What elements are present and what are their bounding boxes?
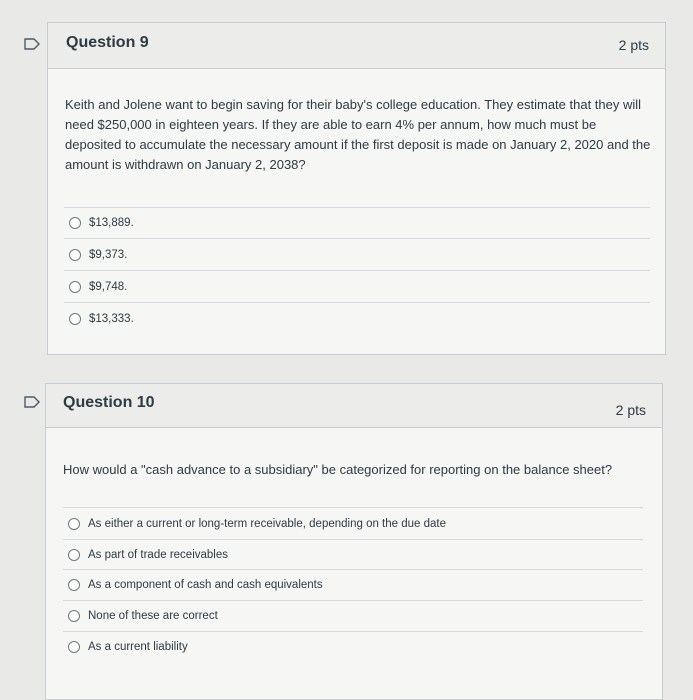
- radio-icon[interactable]: [69, 217, 81, 229]
- answer-option[interactable]: [63, 569, 643, 600]
- question-10-title: Question 10: [63, 394, 155, 411]
- answer-label: As part of trade receivables: [88, 548, 228, 561]
- flag-question-10-icon[interactable]: [24, 396, 40, 408]
- radio-icon[interactable]: [68, 579, 80, 591]
- radio-icon[interactable]: [68, 549, 80, 561]
- answer-option[interactable]: [64, 238, 650, 270]
- question-10-text: How would a "cash advance to a subsidiary" be categorized for reporting on the balance sheet?: [63, 462, 613, 477]
- question-10-card: [45, 383, 663, 700]
- question-9-text: Keith and Jolene want to begin saving for their baby's college education. They estimate that they will need $250,000 in eighteen years. If they are able to earn 4% per annum, how much must be deposited to accumulate the necessary amount if the first deposit is made on January 2, 2020 and the amount is withdrawn on January 2, 2038?: [65, 97, 651, 172]
- radio-icon[interactable]: [69, 281, 81, 293]
- answer-option[interactable]: [63, 539, 643, 569]
- question-9-points: 2 pts: [618, 37, 649, 53]
- answer-label: $13,889.: [89, 217, 134, 229]
- radio-icon[interactable]: [69, 313, 81, 325]
- answer-label: None of these are correct: [88, 610, 218, 622]
- answer-label: $9,748.: [89, 280, 128, 293]
- answer-option[interactable]: [63, 631, 643, 661]
- question-10-answers: [63, 507, 643, 661]
- radio-icon[interactable]: [68, 610, 80, 622]
- question-9-answers: [64, 207, 650, 335]
- answer-label: As a component of cash and cash equivalents: [88, 579, 323, 591]
- flag-question-9-icon[interactable]: [24, 38, 40, 50]
- answer-option[interactable]: [64, 302, 650, 335]
- question-10-points: 2 pts: [615, 402, 646, 418]
- answer-option[interactable]: [64, 270, 650, 302]
- radio-icon[interactable]: [69, 249, 81, 261]
- answer-option[interactable]: [64, 207, 650, 238]
- answer-option[interactable]: [63, 507, 643, 539]
- question-9-card: [47, 22, 666, 355]
- answer-label: $13,333.: [89, 313, 134, 325]
- answer-option[interactable]: [63, 600, 643, 631]
- answer-label: As a current liability: [88, 640, 188, 653]
- question-9-header: [48, 23, 665, 69]
- radio-icon[interactable]: [68, 641, 80, 653]
- question-10-header: [46, 384, 662, 428]
- answer-label: $9,373.: [89, 248, 128, 261]
- answer-label: As either a current or long-term receivable, depending on the due date: [88, 517, 446, 530]
- question-9-title: Question 9: [66, 34, 149, 51]
- radio-icon[interactable]: [68, 518, 80, 530]
